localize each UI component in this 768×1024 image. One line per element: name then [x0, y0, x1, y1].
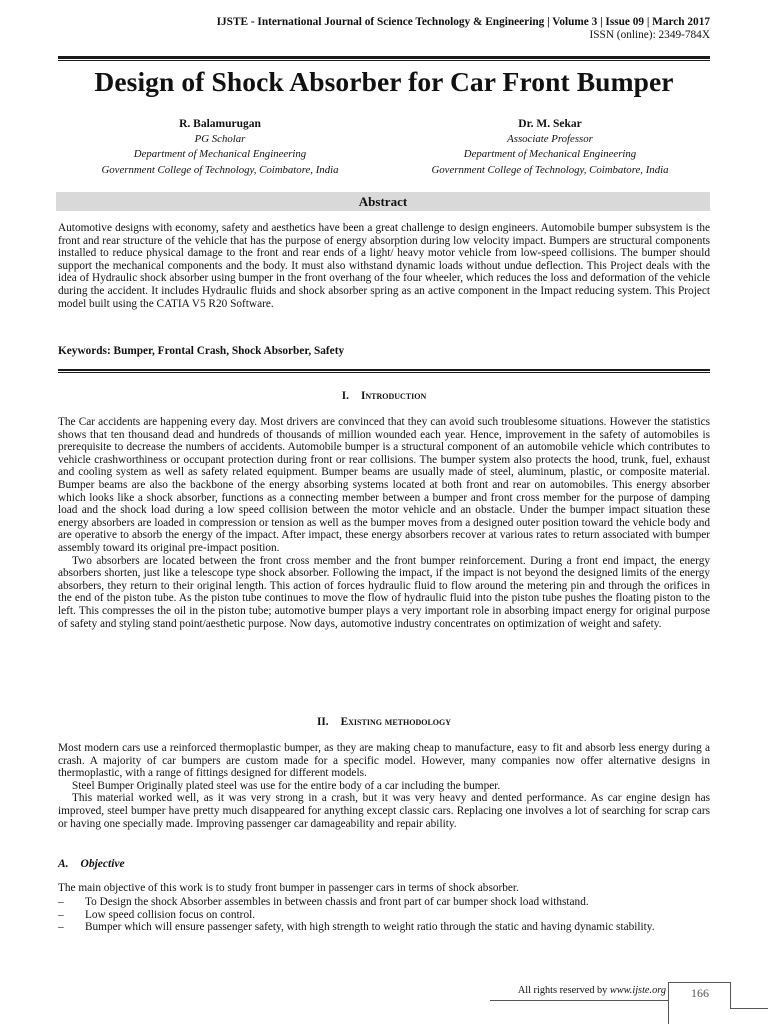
issn-header: ISSN (online): 2349-784X: [589, 29, 710, 41]
author-department: Department of Mechanical Engineering: [463, 148, 637, 161]
section-title: Existing methodology: [340, 716, 451, 728]
footer-divider: [730, 1008, 768, 1009]
section-title: Introduction: [360, 390, 427, 402]
introduction-body: [58, 416, 710, 630]
footer-site-link[interactable]: www.ijste.org: [609, 985, 666, 996]
list-item: [58, 921, 710, 934]
author-role: PG Scholar: [194, 133, 246, 145]
abstract-divider: [58, 369, 710, 373]
existing-methodology-body: [58, 742, 710, 830]
author-department: Department of Mechanical Engineering: [133, 148, 307, 161]
list-item-text: Low speed collision focus on control.: [85, 908, 256, 921]
author-block-1: [50, 116, 390, 178]
author-name: Dr. M. Sekar: [518, 118, 582, 130]
list-item-text: Bumper which will ensure passenger safety, with high strength to weight ratio through the static and having dynamic stability.: [85, 921, 655, 934]
footer-rights: [400, 985, 666, 996]
paper-title: Design of Shock Absorber for Car Front Bumper: [94, 66, 674, 97]
list-item: [58, 909, 710, 922]
footer-rights-text: All rights reserved by: [517, 985, 608, 996]
author-institution: Government College of Technology, Coimbatore, India: [101, 163, 339, 176]
objective-intro: The main objective of this work is to study front bumper in passenger cars in terms of shock absorber.: [58, 882, 519, 894]
footer-divider: [730, 982, 731, 1008]
list-dash: –: [58, 921, 64, 934]
subsection-letter: A.: [58, 858, 69, 870]
subsection-heading-objective: [58, 858, 125, 870]
objective-list: [58, 896, 710, 934]
keywords: Keywords: Bumper, Frontal Crash, Shock Absorber, Safety: [58, 345, 345, 357]
author-block-2: [380, 116, 720, 178]
header-divider: [58, 56, 710, 61]
list-item-text: To Design the shock Absorber assembles in between chassis and front part of car bumper shock load withstand.: [85, 896, 589, 908]
paragraph: This material worked well, as it was very strong in a crash, but it was very heavy and dented performance. As car engine design has improved, steel bumper have pretty much disappeared for anything except classic cars. Replacing one involves a lot of searching for scrap cars or having one specially made. Improving passenger car damageability and repair ability.: [58, 792, 710, 830]
page-number: 166: [691, 986, 709, 1000]
paragraph: The Car accidents are happening every day. Most drivers are convinced that they can avoid such troublesome situations. However the statistics shows that ten thousand dead and hundreds of thousands of million wounded each year. Hence, improvement in the safety of automobiles is prerequisite to decrease the numbers of accidents. Automobile bumper is a structural component of an automobile vehicle which contributes to vehicle crashworthiness or occupant protection during front or rear collisions. The bumper system also protects the hood, trunk, fuel, exhaust and cooling system as well as safety related equipment. Bumper beams are usually made of steel, aluminum, plastic, or composite material. Bumper beams are also the backbone of the energy absorbing systems located at both front and rear on automobiles. This energy absorber which looks like a shock absorber, functions as a connecting member between a bumper and front cross member for the purpose of damping load and the shock load during a low speed collision between the motor vehicle and an obstacle. Under the bumper impact situation these energy absorbers are loaded in compression or tension as well as the bumper moves from a designed outer position toward the vehicle body and are operative to absorb the energy of the impact. After impact, these energy absorbers recover at various rates to return associated with bumper assembly toward its original pre-impact position.: [58, 416, 710, 554]
author-institution: Government College of Technology, Coimbatore, India: [431, 163, 669, 176]
footer-divider: [490, 1000, 668, 1001]
list-dash: –: [58, 896, 64, 908]
journal-header: IJSTE - International Journal of Science Technology & Engineering | Volume 3 | Issue 09 | March 2017: [216, 16, 710, 28]
section-heading-introduction: [58, 390, 710, 402]
list-item: [58, 896, 710, 909]
abstract-heading: Abstract: [56, 192, 710, 211]
paragraph: Steel Bumper Originally plated steel was use for the entire body of a car including the bumper.: [72, 779, 501, 792]
author-role: Associate Professor: [507, 133, 593, 145]
author-name: R. Balamurugan: [179, 118, 261, 130]
section-number: II.: [317, 716, 329, 728]
list-dash: –: [58, 908, 64, 921]
section-heading-existing-methodology: [58, 716, 710, 728]
paragraph: Two absorbers are located between the front cross member and the front bumper reinforcement. During a front end impact, the energy absorbers shorten, just like a telescope type shock absorber. Following the impact, if the impact is not beyond the designed limits of the energy absorbers, they return to their original length. This action of forces hydraulic fluid to flow around the metering pin and through the orifices in the end of the piston tube. As the piston tube continues to move the flow of hydraulic fluid into the piston tube pushes the floating piston to the left. This compresses the oil in the piston tube; automotive bumper plays a very important role in absorbing impact energy for original purpose of safety and styling stand point/aesthetic purpose. Now days, automotive industry concentrates on optimization of weight and safety.: [58, 554, 710, 630]
footer-divider: [668, 982, 730, 983]
section-number: I.: [341, 390, 349, 402]
footer-divider: [668, 982, 669, 1024]
paragraph: Most modern cars use a reinforced thermoplastic bumper, as they are making cheap to manufacture, easy to fit and absorb less energy during a crash. A majority of car bumpers are custom made for a specific model. However, many companies now offer alternative designs in thermoplastic, with a range of fittings designed for different models.: [58, 742, 710, 780]
abstract-text: Automotive designs with economy, safety and aesthetics have been a great challenge to design engineers. Automobile bumper subsystem is the front and rear structure of the vehicle that has the purpose of energy absorption during low velocity impact. Bumpers are structural components installed to reduce physical damage to the front and rear ends of a light/ heavy motor vehicle from low-speed collisions. The bumper should support the mechanical components and the body. It must also withstand dynamic loads without undue deflection. This Project deals with the idea of Hydraulic shock absorber using bumper in the front overhang of the four wheeler, which reduces the loss and deformation of the vehicle during the accident. It includes Hydraulic fluids and shock absorber spring as an active component in the Impact reducing system. This Project model built using the CATIA V5 R20 Software.: [58, 222, 710, 310]
subsection-title: Objective: [80, 858, 125, 870]
